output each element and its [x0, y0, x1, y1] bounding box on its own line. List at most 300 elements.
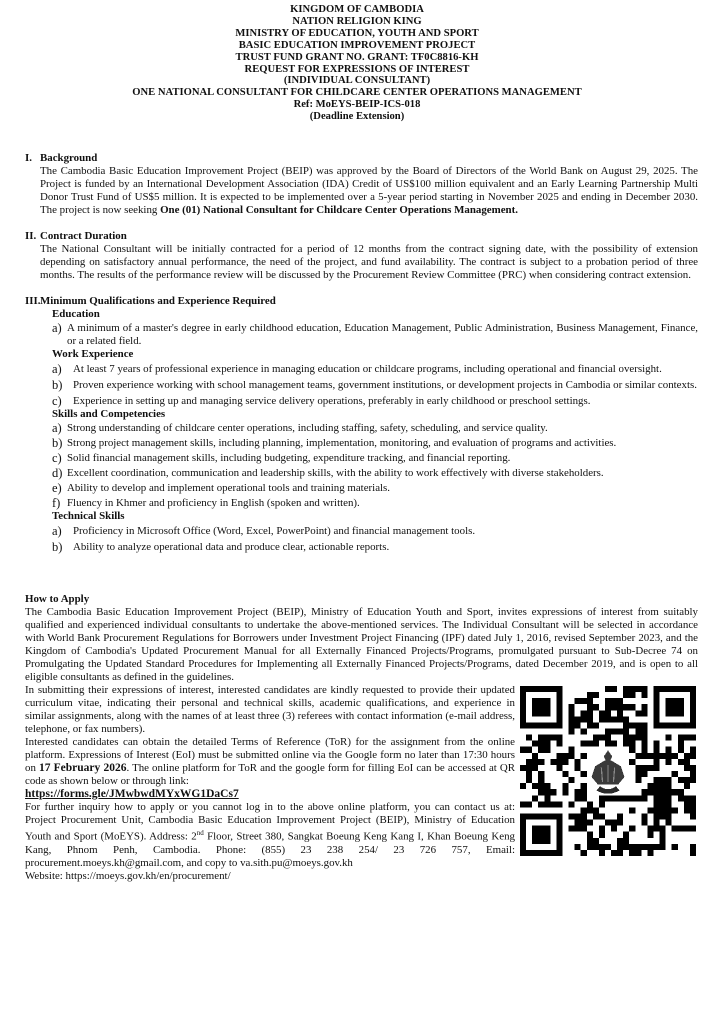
qr-module [599, 801, 605, 807]
qr-module [599, 710, 605, 716]
qr-module [587, 741, 593, 747]
qr-module [581, 850, 587, 856]
qr-module [575, 795, 581, 801]
qr-module [647, 783, 653, 789]
qr-module [605, 844, 611, 850]
qr-module [647, 844, 653, 850]
item-label: a) [52, 362, 62, 376]
qr-module [538, 771, 544, 777]
qr-module [611, 741, 617, 747]
item-text: A minimum of a master's degree in early childhood education, Education Management, Public Administration, Business Management, Finance, or a related field. [67, 322, 698, 347]
list-item [52, 437, 698, 450]
list-item [52, 363, 698, 376]
qr-module [629, 759, 635, 765]
qr-module [629, 735, 635, 741]
qr-module [575, 698, 581, 704]
qr-module [587, 692, 593, 698]
qr-module [520, 801, 526, 807]
qr-module [587, 838, 593, 844]
qr-module [556, 741, 562, 747]
qr-module [605, 704, 611, 710]
qr-module [556, 801, 562, 807]
qr-module [538, 777, 544, 783]
qr-module [605, 795, 611, 801]
qr-module [623, 795, 629, 801]
section-title: How to Apply [25, 593, 90, 605]
qr-module [678, 826, 684, 832]
qr-module [581, 795, 587, 801]
qr-module [684, 753, 690, 759]
qr-module [569, 729, 575, 735]
qr-module [635, 777, 641, 783]
qr-code-icon[interactable] [520, 686, 696, 856]
qr-module [575, 789, 581, 795]
qr-module [672, 844, 678, 850]
item-text: Strong project management skills, including planning, implementation, monitoring, and evaluation of programs and activities. [67, 437, 617, 449]
qr-module [556, 735, 562, 741]
qr-module [654, 801, 660, 807]
qr-module [544, 801, 550, 807]
qr-module [678, 789, 684, 795]
qr-module [617, 814, 623, 820]
qr-module [635, 722, 641, 728]
qr-module [641, 704, 647, 710]
qr-module [660, 789, 666, 795]
qr-module [581, 783, 587, 789]
list-item [52, 422, 698, 435]
qr-module [593, 814, 599, 820]
qr-module [678, 735, 684, 741]
qr-module [690, 753, 696, 759]
qr-module [526, 735, 532, 741]
qr-module [623, 735, 629, 741]
qr-module [672, 753, 678, 759]
qr-module [593, 844, 599, 850]
list-item [52, 395, 698, 408]
item-label: b) [52, 540, 63, 554]
qr-module [526, 777, 532, 783]
qr-module [593, 722, 599, 728]
qr-module [690, 735, 696, 741]
section-number: II. [25, 230, 37, 242]
qr-module [538, 783, 544, 789]
qr-module [678, 795, 684, 801]
qr-module [532, 826, 550, 844]
qr-module [660, 795, 666, 801]
qr-module [654, 814, 660, 820]
item-label: b) [52, 436, 63, 450]
qr-module [654, 753, 660, 759]
qr-module [623, 704, 629, 710]
header-line-kingdom: KINGDOM OF CAMBODIA [290, 4, 424, 15]
qr-module [641, 814, 647, 820]
qr-module [544, 783, 550, 789]
qr-module [605, 735, 611, 741]
qr-module [617, 729, 623, 735]
qr-module [587, 704, 593, 710]
qr-module [599, 814, 605, 820]
qr-module [635, 729, 641, 735]
qr-module [611, 820, 617, 826]
item-text: Solid financial management skills, including budgeting, expenditure tracking, and financial reporting. [67, 452, 511, 464]
qr-module [575, 814, 581, 820]
qr-module [641, 844, 647, 850]
qr-module [641, 741, 647, 747]
qr-module [660, 826, 666, 832]
qr-module [647, 807, 653, 813]
qr-module [690, 801, 696, 807]
item-text: Excellent coordination, communication and leadership skills, with the ability to work effectively with diverse stakeholders. [67, 467, 604, 479]
qr-module [581, 771, 587, 777]
qr-module [641, 735, 647, 741]
qr-module [641, 686, 647, 692]
qr-module [526, 747, 532, 753]
item-text: Ability to analyze operational data and produce clear, actionable reports. [73, 541, 390, 553]
qr-module [666, 789, 672, 795]
qr-module [569, 704, 575, 710]
list-item [52, 497, 698, 510]
qr-module [660, 801, 666, 807]
qr-module [611, 729, 617, 735]
qr-module [599, 844, 605, 850]
qr-module [629, 692, 635, 698]
qr-module [581, 820, 587, 826]
qr-module [599, 832, 605, 838]
qr-module [611, 716, 617, 722]
qr-module [654, 783, 660, 789]
qr-module [538, 801, 544, 807]
qr-module [587, 807, 593, 813]
qr-module [629, 704, 635, 710]
qr-module [666, 753, 672, 759]
item-text: At least 7 years of professional experience in managing education or childcare programs, including operational and financial oversight. [73, 363, 662, 375]
background-position: One (01) National Consultant for Childcare Center Operations Management. [160, 204, 518, 216]
qr-module [605, 716, 611, 722]
item-text: Strong understanding of childcare center operations, including staffing, safety, scheduling, and service quality. [67, 422, 548, 434]
qr-module [593, 807, 599, 813]
apply-paragraph-2: In submitting their expressions of interest, interested candidates are kindly requested to provide their updated curriculum vitae, indicating their personal and technical skills, academic qualifications, and experience in similar assignments, along with the names of at least three (3) referees with contact information (e-mail address, telephone, or fax numbers). [25, 684, 515, 735]
qr-module [575, 722, 581, 728]
qr-module [599, 716, 605, 722]
qr-module [641, 692, 647, 698]
qr-module [672, 807, 678, 813]
qr-module [629, 807, 635, 813]
qr-module [647, 753, 653, 759]
qr-module [544, 795, 550, 801]
qr-module [593, 838, 599, 844]
qr-module [629, 795, 635, 801]
qr-module [623, 692, 629, 698]
qr-module [569, 710, 575, 716]
qr-module [660, 807, 666, 813]
qr-module [641, 747, 647, 753]
qr-module [605, 729, 611, 735]
qr-module [641, 710, 647, 716]
qr-module [569, 777, 575, 783]
apply-paragraph-3-text-end: . The online platform for ToR and the google form for filling EoI can be accessed at QR code as shown below or through link: [25, 762, 515, 787]
qr-module [690, 826, 696, 832]
qr-module [629, 747, 635, 753]
section-title: Contract Duration [40, 230, 127, 242]
qr-module [599, 795, 605, 801]
qr-module [526, 765, 532, 771]
qr-module [550, 789, 556, 795]
item-text: Proven experience working with school management teams, government institutions, or development projects in Cambodia or similar contexts. [73, 379, 697, 391]
qr-module [623, 729, 629, 735]
qr-module [660, 777, 666, 783]
qr-module [641, 753, 647, 759]
qr-module [581, 729, 587, 735]
item-label: b) [52, 378, 63, 392]
list-item [52, 379, 698, 392]
qr-module [623, 838, 629, 844]
qr-module [544, 735, 550, 741]
qr-module [654, 820, 660, 826]
qr-module [538, 759, 544, 765]
qr-module [678, 759, 684, 765]
list-item [52, 525, 698, 538]
qr-module [569, 716, 575, 722]
contract-text: The National Consultant will be initially contracted for a period of 12 months from the contract signing date, with the possibility of extension depending on satisfactory annual performance, the need of the project, and fund availability. The contract is subject to a probation period of three months. The results of the performance review will be discussed by the Procurement Review Committee (PRC) when considering contract extension. [40, 243, 698, 281]
qr-module [684, 801, 690, 807]
qr-module [562, 783, 568, 789]
section-number: III. [25, 295, 41, 307]
qr-module [654, 795, 660, 801]
qr-module [635, 765, 641, 771]
qr-module [617, 704, 623, 710]
qr-module [690, 765, 696, 771]
qr-module [526, 771, 532, 777]
qr-module [556, 765, 562, 771]
qr-module [575, 759, 581, 765]
qr-module [666, 777, 672, 783]
qr-module [672, 771, 678, 777]
qr-module [556, 753, 562, 759]
qr-module [581, 814, 587, 820]
qr-module [690, 850, 696, 856]
qr-module [605, 820, 611, 826]
qr-module [672, 789, 678, 795]
qr-module [617, 698, 623, 704]
header-line-request: REQUEST FOR EXPRESSIONS OF INTEREST [244, 63, 470, 75]
website-text: Website: https://moeys.gov.kh/en/procurement/ [25, 869, 231, 882]
qr-module [611, 795, 617, 801]
qr-module [611, 686, 617, 692]
qr-module [654, 807, 660, 813]
qr-module [666, 698, 684, 716]
qr-module [684, 759, 690, 765]
qr-module [684, 777, 690, 783]
qr-module [581, 710, 587, 716]
submission-deadline: 17 February 2026 [38, 762, 127, 774]
qr-module [635, 850, 641, 856]
qr-module [587, 832, 593, 838]
qr-module [532, 783, 538, 789]
qr-module [617, 710, 623, 716]
qr-module [666, 820, 672, 826]
qr-module [623, 686, 629, 692]
qr-module [538, 789, 544, 795]
qr-module [569, 747, 575, 753]
list-item [52, 541, 698, 554]
qr-module [581, 716, 587, 722]
qr-module [666, 814, 672, 820]
apply-paragraph-4 [25, 801, 515, 870]
qr-module [575, 716, 581, 722]
item-label: a) [52, 421, 62, 435]
qr-module [660, 814, 666, 820]
qr-module [569, 814, 575, 820]
qr-module [641, 820, 647, 826]
item-text: Experience in setting up and managing service delivery operations, preferably in early childhood or preschool settings. [73, 395, 591, 407]
qr-module [599, 826, 605, 832]
qr-module [617, 716, 623, 722]
item-label: f) [52, 496, 61, 510]
qr-module [611, 704, 617, 710]
subheading-education: Education [52, 308, 100, 320]
qr-module [641, 789, 647, 795]
qr-module [623, 741, 629, 747]
apply-paragraph-3-text: Interested candidates can obtain the detailed Terms of Reference (ToR) for the assignment from the online platform. Expressions of Interest (EoI) must be submitted online via the Google form no later than 17:30 hours on [25, 736, 515, 774]
qr-module [617, 850, 623, 856]
qr-module [678, 777, 684, 783]
qr-module [635, 735, 641, 741]
section-qualifications [25, 295, 698, 554]
subheading-skills: Skills and Competencies [52, 408, 166, 420]
qr-module [647, 850, 653, 856]
section-heading [25, 152, 698, 165]
qr-module [690, 795, 696, 801]
qr-module [666, 801, 672, 807]
qr-module [660, 753, 666, 759]
header-line-grant: TRUST FUND GRANT NO. GRANT: TF0C8816-KH [235, 51, 479, 63]
qr-module [526, 801, 532, 807]
qr-module [635, 795, 641, 801]
qr-module [532, 795, 538, 801]
qr-module [690, 814, 696, 820]
qr-module [532, 698, 550, 716]
list-item [52, 322, 698, 348]
qr-module [605, 698, 611, 704]
qr-module [666, 795, 672, 801]
qr-module [641, 765, 647, 771]
qr-module [532, 759, 538, 765]
qr-module [587, 844, 593, 850]
qr-module [660, 783, 666, 789]
qr-module [684, 807, 690, 813]
qr-module [654, 789, 660, 795]
list-item [52, 452, 698, 465]
qr-module [690, 747, 696, 753]
qr-module [593, 692, 599, 698]
ordinal-suffix: nd [196, 829, 204, 837]
background-text: The Cambodia Basic Education Improvement Project (BEIP) was approved by the Board of Directors of the World Bank on August 29, 2025. The Project is funded by an International Development Association (IDA) Credit of US$100 million equivalent and an Early Learning Partnership Multi Donor Trust Fund of US$5 million. It is expected to be implemented over a 5-year period starting in November 2025 and ending in December 2030. The project is now seeking [40, 165, 698, 216]
qr-module [666, 759, 672, 765]
qr-module [538, 741, 544, 747]
qr-module [678, 747, 684, 753]
qr-module [526, 759, 532, 765]
qr-module [562, 753, 568, 759]
qr-module [654, 741, 660, 747]
qr-module [581, 698, 587, 704]
header-line-ref: Ref: MoEYS-BEIP-ICS-018 [293, 99, 421, 111]
qr-module [629, 844, 635, 850]
qr-module [532, 765, 538, 771]
qr-module [654, 844, 660, 850]
qr-module [587, 722, 593, 728]
qr-module [562, 771, 568, 777]
qr-module [605, 710, 611, 716]
section-title: Minimum Qualifications and Experience Required [40, 295, 276, 307]
qr-module [593, 735, 599, 741]
qr-module [666, 783, 672, 789]
qr-module [593, 704, 599, 710]
qr-module [690, 777, 696, 783]
qr-module [684, 765, 690, 771]
qr-module [654, 765, 660, 771]
qr-module [623, 716, 629, 722]
qr-module [593, 741, 599, 747]
qr-module [666, 747, 672, 753]
item-label: e) [52, 481, 62, 495]
qr-module [684, 795, 690, 801]
qr-module [520, 783, 526, 789]
subheading-technical-skills: Technical Skills [52, 510, 125, 522]
qr-module [538, 747, 544, 753]
section-heading [25, 295, 698, 308]
qr-module [635, 686, 641, 692]
qr-module [575, 826, 581, 832]
header-line-ministry: MINISTRY OF EDUCATION, YOUTH AND SPORT [235, 27, 479, 39]
qr-module [623, 832, 629, 838]
item-label: a) [52, 524, 62, 538]
contact-text: For further inquiry how to apply or you cannot log in to the above online platform, you can contact us at: Project Procurement Unit, Cambodia Basic Education Improvement Project (BEIP), Ministry of Education Youth and Sport (MoEYS). Address: 2 [25, 801, 515, 843]
header-line-position: ONE NATIONAL CONSULTANT FOR CHILDCARE CENTER OPERATIONS MANAGEMENT [132, 87, 582, 99]
ministry-emblem-icon [589, 748, 628, 794]
qr-module [587, 698, 593, 704]
qr-module [635, 771, 641, 777]
qr-module [544, 789, 550, 795]
item-label: c) [52, 451, 62, 465]
qr-module [581, 807, 587, 813]
qr-module [617, 795, 623, 801]
qr-module [587, 801, 593, 807]
qr-module [635, 710, 641, 716]
section-heading [25, 230, 698, 243]
qr-module [520, 765, 526, 771]
subheading-work-experience: Work Experience [52, 348, 134, 360]
qr-module [647, 826, 653, 832]
qr-module [641, 722, 647, 728]
qr-module [690, 807, 696, 813]
qr-module [544, 747, 550, 753]
qr-module [641, 729, 647, 735]
qr-module [538, 735, 544, 741]
item-label: a) [52, 321, 62, 335]
qr-module [654, 777, 660, 783]
qr-module [617, 820, 623, 826]
item-label: d) [52, 466, 63, 480]
qr-module [647, 832, 653, 838]
qr-module [666, 735, 672, 741]
list-item [52, 482, 698, 495]
qr-module [647, 765, 653, 771]
qr-module [684, 826, 690, 832]
header-line-type: (INDIVIDUAL CONSULTANT) [283, 75, 431, 87]
section-title: Background [40, 152, 98, 164]
section-contract-duration [25, 230, 698, 282]
application-form-link[interactable]: https://forms.gle/JMwbwdMYxWG1DaCs7 [25, 788, 239, 800]
